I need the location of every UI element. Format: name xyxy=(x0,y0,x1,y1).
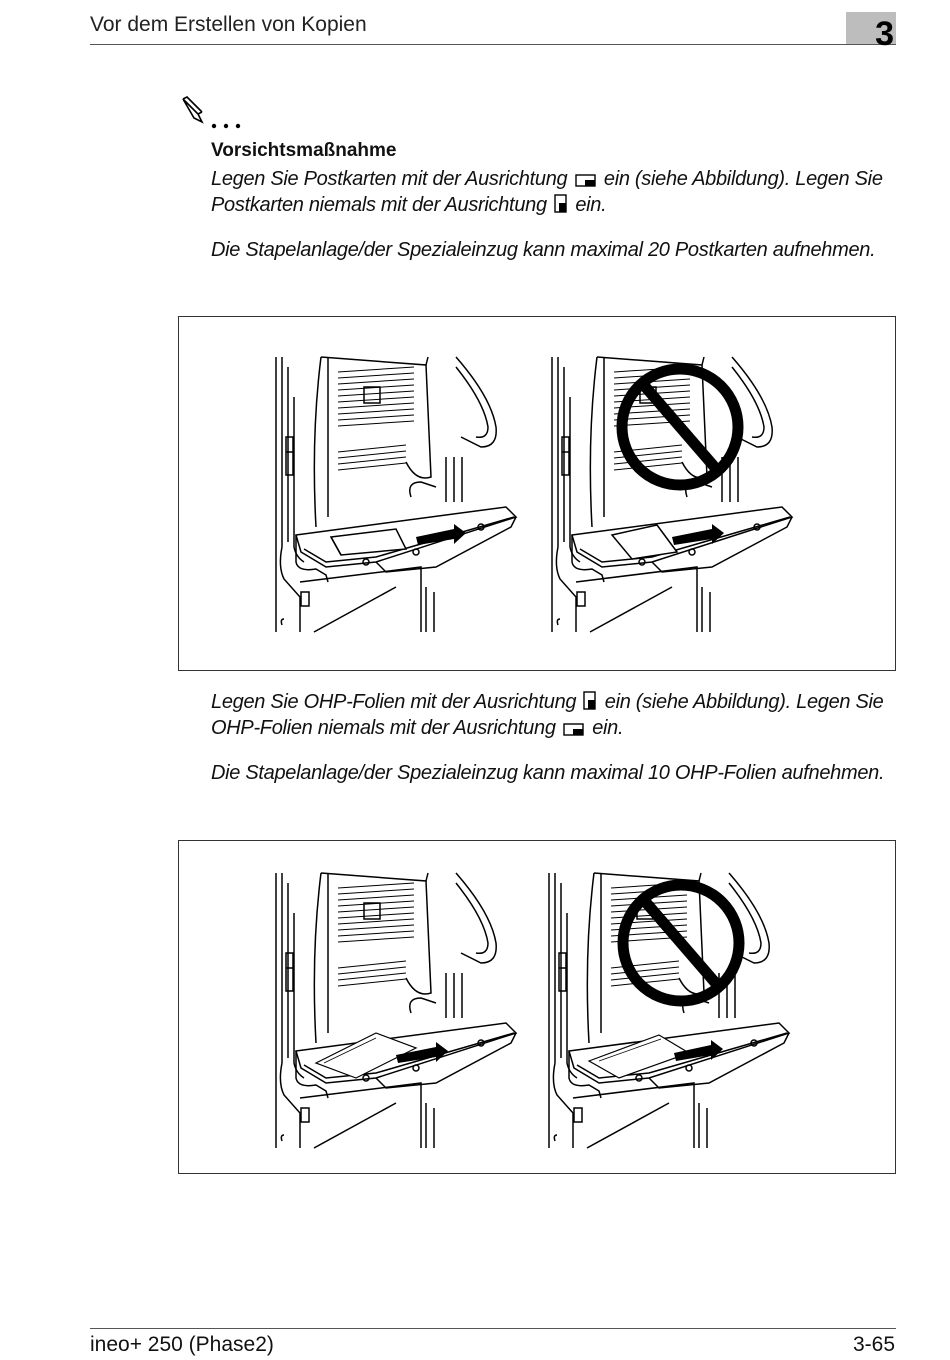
portrait-orientation-icon xyxy=(583,691,597,711)
header-rule xyxy=(90,44,896,45)
postcard-figure-drawing xyxy=(179,317,895,670)
postcard-figure xyxy=(178,316,896,671)
prohibition-icon xyxy=(623,885,739,1001)
postcard-capacity-text: Die Stapelanlage/der Spezialeinzug kann maximal 20 Postkarten aufnehmen. xyxy=(211,239,876,261)
chapter-number: 3 xyxy=(875,15,894,53)
pencil-note-icon xyxy=(180,95,250,135)
postcard-orientation-text-1: Legen Sie Postkarten mit der Ausrichtung xyxy=(211,168,568,190)
ohp-capacity-text: Die Stapelanlage/der Spezialeinzug kann maximal 10 OHP-Folien aufnehmen. xyxy=(211,762,885,784)
portrait-orientation-icon xyxy=(554,194,568,214)
ohp-capacity-paragraph xyxy=(211,760,901,786)
ohp-prohibited-illustration xyxy=(549,873,789,1148)
ohp-figure-drawing xyxy=(179,841,895,1173)
landscape-orientation-icon xyxy=(575,172,597,188)
postcard-correct-illustration xyxy=(276,357,516,632)
caution-heading: Vorsichtsmaßnahme xyxy=(211,140,397,161)
postcard-orientation-text-2: ein (siehe Abbildung). Legen Sie Postkarten niemals mit der Ausrichtung xyxy=(211,168,883,216)
footer-model-name: ineo+ 250 (Phase2) xyxy=(90,1333,274,1356)
postcard-orientation-paragraph xyxy=(211,166,901,218)
chapter-tab xyxy=(846,12,896,53)
ohp-orientation-paragraph xyxy=(211,689,901,741)
landscape-orientation-icon xyxy=(563,721,585,737)
ohp-orientation-text-2: ein (siehe Abbildung). Legen Sie OHP-Folien niemals mit der Ausrichtung xyxy=(211,691,884,739)
prohibition-icon xyxy=(622,369,738,485)
ohp-correct-illustration xyxy=(276,873,516,1148)
footer-rule xyxy=(90,1328,896,1329)
running-header-title: Vor dem Erstellen von Kopien xyxy=(90,13,367,36)
footer-page-number: 3-65 xyxy=(852,1333,895,1356)
postcard-capacity-paragraph xyxy=(211,237,901,263)
postcard-orientation-text-3: ein. xyxy=(575,194,607,216)
ohp-figure xyxy=(178,840,896,1174)
ohp-orientation-text-1: Legen Sie OHP-Folien mit der Ausrichtung xyxy=(211,691,577,713)
postcard-prohibited-illustration xyxy=(552,357,792,632)
ohp-orientation-text-3: ein. xyxy=(592,717,624,739)
